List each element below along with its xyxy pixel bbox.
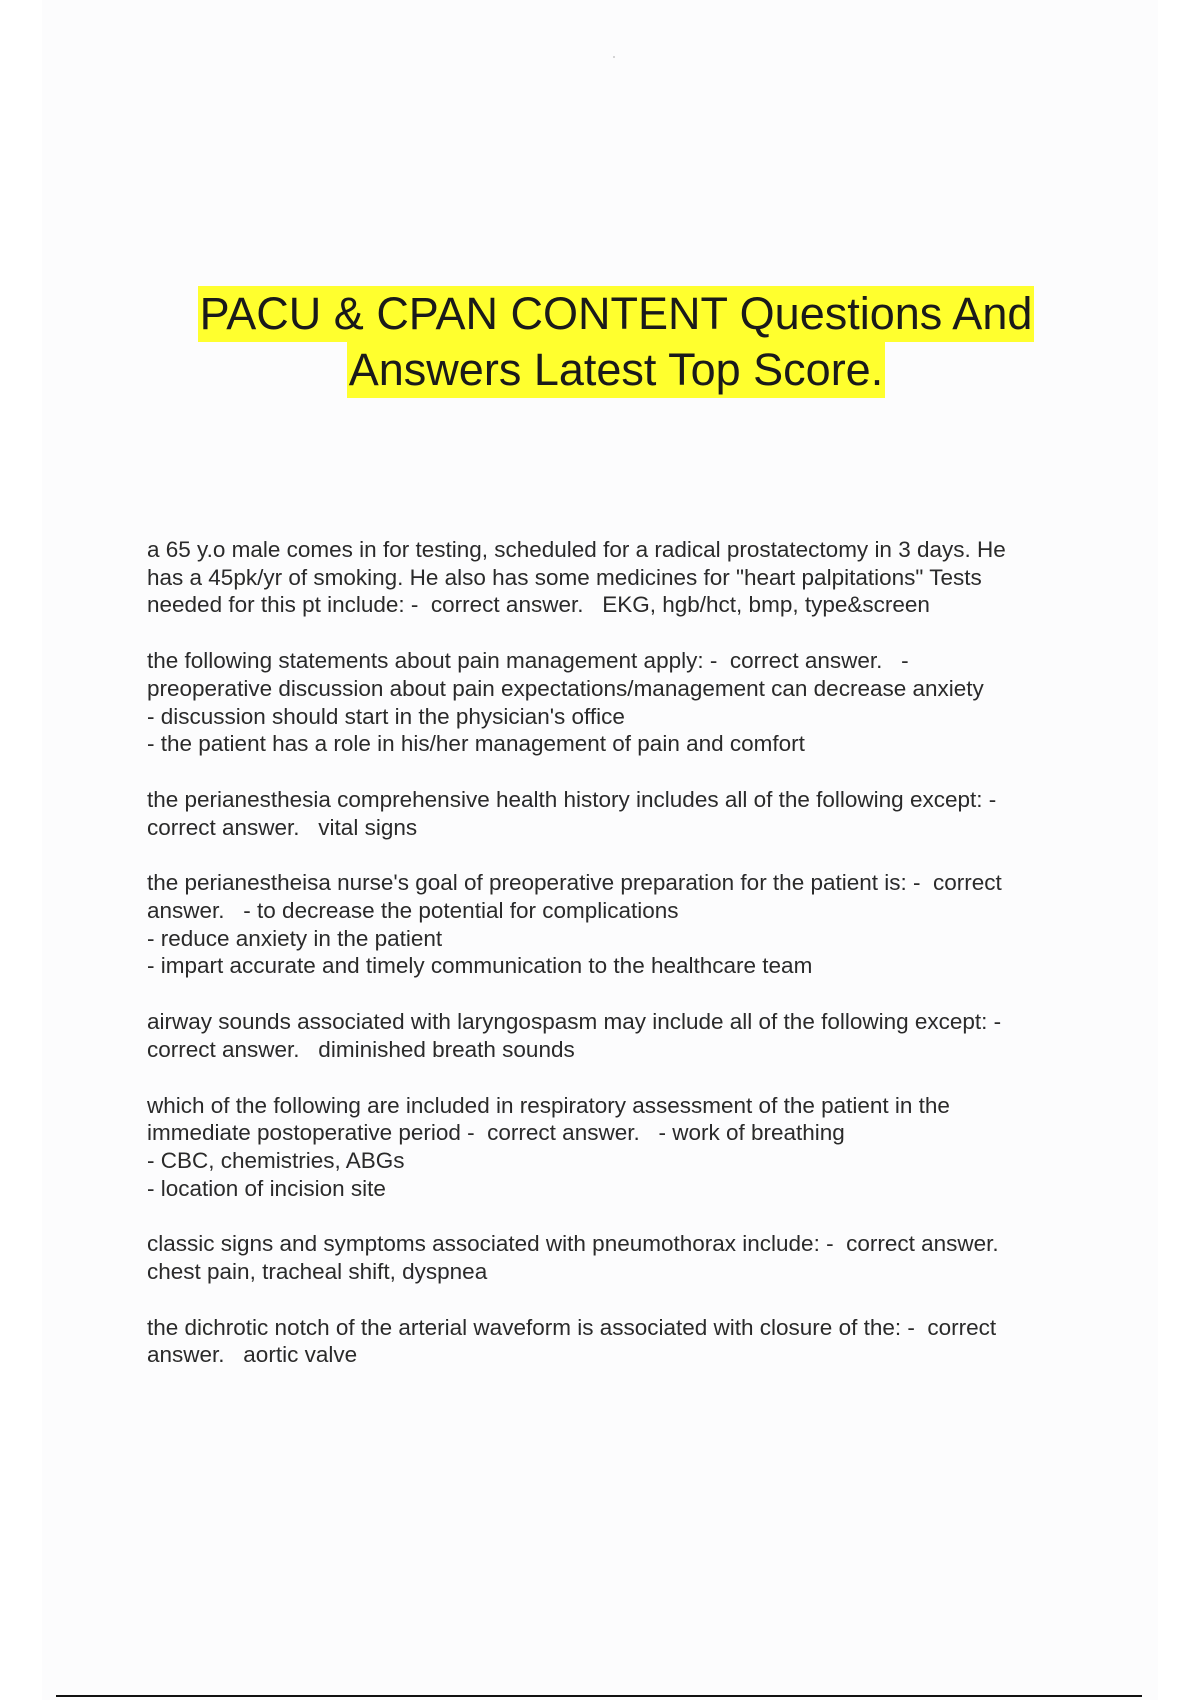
qa-item [147,1092,1077,1203]
qa-item [147,536,1077,619]
qa-line: - impart accurate and timely communication to the healthcare team [147,953,813,979]
qa-line: - CBC, chemistries, ABGs [147,1147,405,1173]
qa-line: chest pain, tracheal shift, dyspnea [147,1259,488,1285]
scan-speck [613,56,615,58]
qa-line: which of the following are included in respiratory assessment of the patient in the [147,1092,950,1118]
qa-line: classic signs and symptoms associated with pneumothorax include: - correct answer. [147,1231,999,1257]
qa-line: airway sounds associated with laryngospasm may include all of the following except: - [147,1009,1002,1035]
qa-line: preoperative discussion about pain expectations/management can decrease anxiety [147,675,984,701]
qa-item [147,869,1077,980]
qa-item [147,1314,1077,1369]
qa-item [147,786,1077,841]
qa-line: correct answer. vital signs [147,814,418,840]
title-line-2: Answers Latest Top Score. [347,342,885,398]
qa-line: - location of incision site [147,1175,386,1201]
qa-line: immediate postoperative period - correct answer. - work of breathing [147,1120,845,1146]
qa-line: the perianesthesia comprehensive health history includes all of the following except: - [147,786,997,812]
qa-line: the following statements about pain management apply: - correct answer. - [147,648,909,674]
document-title [0,286,1200,398]
qa-line: a 65 y.o male comes in for testing, scheduled for a radical prostatectomy in 3 days. He [147,537,1006,562]
qa-line: answer. - to decrease the potential for complications [147,898,679,924]
qa-line: the perianestheisa nurse's goal of preoperative preparation for the patient is: - correct [147,870,1002,896]
qa-line: the dichrotic notch of the arterial waveform is associated with closure of the: - correct [147,1314,997,1340]
qa-line: - reduce anxiety in the patient [147,925,443,951]
title-line-1: PACU & CPAN CONTENT Questions And [198,286,1035,342]
qa-line: correct answer. diminished breath sounds [147,1036,575,1062]
qa-line: needed for this pt include: - correct answer. EKG, hgb/hct, bmp, type&screen [147,592,930,618]
qa-line: - discussion should start in the physician's office [147,703,625,729]
qa-item [147,1230,1077,1285]
qa-line: answer. aortic valve [147,1342,358,1368]
qa-line: - the patient has a role in his/her management of pain and comfort [147,731,805,757]
qa-item [147,647,1077,758]
qa-list [147,536,1077,1397]
qa-line: has a 45pk/yr of smoking. He also has some medicines for "heart palpitations" Tests [147,564,982,590]
bottom-divider [56,1695,1142,1697]
qa-item [147,1008,1077,1063]
